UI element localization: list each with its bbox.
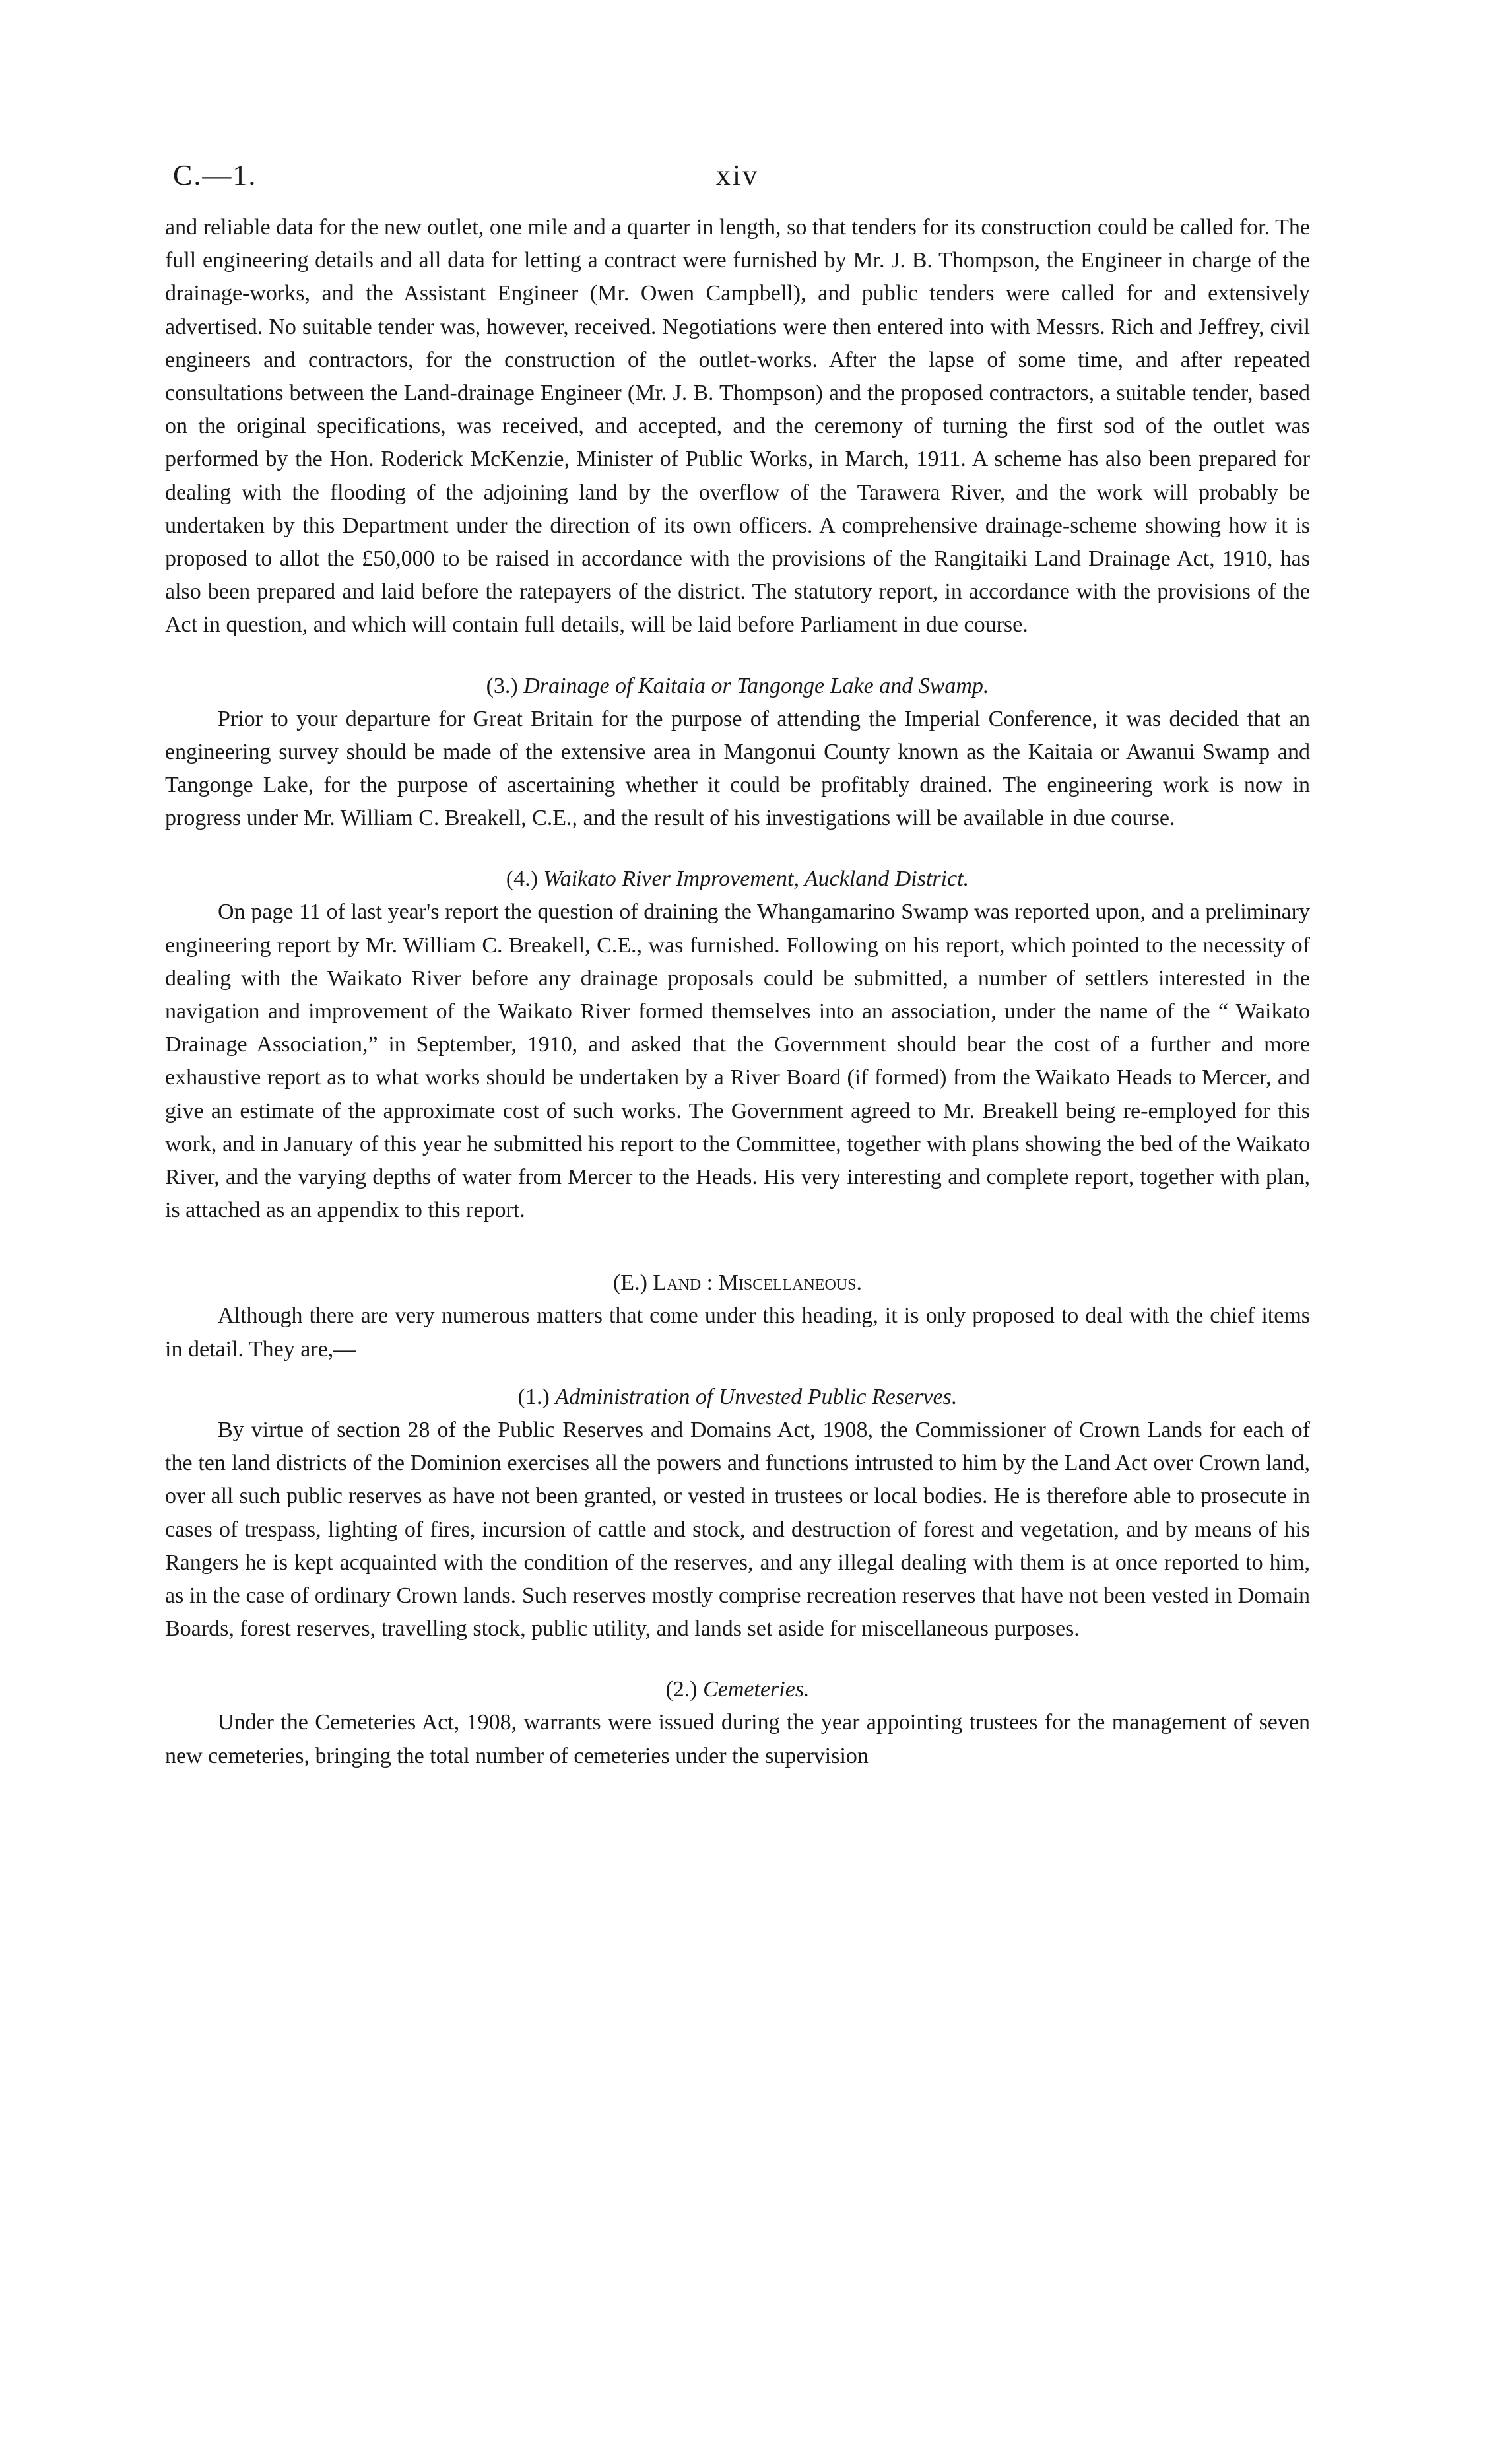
- section-number: (3.): [486, 673, 518, 698]
- section-number: (2.): [665, 1677, 698, 1702]
- section-title: Cemeteries.: [703, 1677, 810, 1702]
- section-number: (4.): [506, 867, 539, 892]
- section-e-paragraph: Although there are very numerous matters that come under this heading, it is only proposed to deal with the chief items in detail. They are,—: [165, 1304, 1310, 1362]
- section-heading-e2: [165, 1673, 1310, 1706]
- section-heading-4: [165, 863, 1310, 896]
- section-3-paragraph: Prior to your departure for Great Britain for the purpose of attending the Imperial Conference, it was decided that an engineering survey should be made of the extensive area in Mangonui County known as the Kaitaia or Awanui Swamp and Tangonge Lake, for the purpose of ascertaining whether it could be profitably drained. The engineering work is now in progress under Mr. William C. Breakell, C.E., and the result of his investigations will be available in due course.: [165, 706, 1310, 831]
- page-number: xiv: [715, 159, 760, 191]
- document-page: [165, 158, 1310, 1773]
- section-number: (1.): [517, 1384, 550, 1409]
- page-header: [165, 158, 1310, 211]
- section-heading-e1: [165, 1381, 1310, 1414]
- document-reference: C.—1.: [173, 159, 257, 191]
- section-number: (E.): [612, 1271, 647, 1296]
- section-heading-3: [165, 670, 1310, 703]
- section-4-paragraph: On page 11 of last year's report the question of draining the Whangamarino Swamp was reported upon, and a preliminary engineering report by Mr. William C. Breakell, C.E., was furnished. Following on his report, which pointed to the necessity of dealing with the Waikato River before any drainage proposals could be submitted, a number of settlers interested in the navigation and improvement of the Waikato River formed themselves into an association, under the name of the “ Waikato Drainage Association,” in September, 1910, and asked that the Government should bear the cost of a further and more exhaustive report as to what works should be undertaken by a River Board (if formed) from the Waikato Heads to Mercer, and give an estimate of the approximate cost of such works. The Government agreed to Mr. Breakell being re-employed for this work, and in January of this year he submitted his report to the Committee, together with plans showing the bed of the Waikato River, and the varying depths of water from Mercer to the Heads. His very interesting and complete report, together with plan, is attached as an appendix to this report.: [165, 900, 1310, 1223]
- section-title: Administration of Unvested Public Reserves.: [555, 1384, 958, 1409]
- section-e2-paragraph: Under the Cemeteries Act, 1908, warrants were issued during the year appointing trustees for the management of seven new cemeteries, bringing the total number of cemeteries under the supervision: [165, 1710, 1310, 1768]
- section-title: Land : Miscellaneous.: [653, 1271, 863, 1296]
- section-title: Drainage of Kaitaia or Tangonge Lake and Swamp.: [523, 673, 989, 698]
- section-title: Waikato River Improvement, Auckland District.: [543, 867, 970, 892]
- section-e1-paragraph: By virtue of section 28 of the Public Reserves and Domains Act, 1908, the Commissioner of Crown Lands for each of the ten land districts of the Dominion exercises all the powers and functions intrusted to him by the Land Act over Crown land, over all such public reserves as have not been granted, or vested in trustees or local bodies. He is therefore able to prosecute in cases of trespass, lighting of fires, incursion of cattle and stock, and destruction of forest and vegetation, and by means of his Rangers he is kept acquainted with the condition of the reserves, and any illegal dealing with them is at once reported to him, as in the case of ordinary Crown lands. Such reserves mostly comprise recreation reserves that have not been vested in Domain Boards, forest reserves, travelling stock, public utility, and lands set aside for miscellaneous purposes.: [165, 1417, 1310, 1641]
- section-heading-e: [165, 1267, 1310, 1300]
- continuation-paragraph: and reliable data for the new outlet, one mile and a quarter in length, so that tenders for its construction could be called for. The full engineering details and all data for letting a contract were furnished by Mr. J. B. Thompson, the Engineer in charge of the drainage-works, and the Assistant Engineer (Mr. Owen Campbell), and public tenders were called for and extensively advertised. No suitable tender was, however, received. Negotiations were then entered into with Messrs. Rich and Jeffrey, civil engineers and contractors, for the construction of the outlet-works. After the lapse of some time, and after repeated consultations between the Land-drainage Engineer (Mr. J. B. Thompson) and the proposed contractors, a suitable tender, based on the original specifications, was received, and accepted, and the ceremony of turning the first sod of the outlet was performed by the Hon. Roderick McKenzie, Minister of Public Works, in March, 1911. A scheme has also been prepared for dealing with the flooding of the adjoining land by the overflow of the Tarawera River, and the work will probably be undertaken by this Department under the direction of its own officers. A comprehensive drainage-scheme showing how it is proposed to allot the £50,000 to be raised in accordance with the provisions of the Rangitaiki Land Drainage Act, 1910, has also been prepared and laid before the ratepayers of the district. The statutory report, in accordance with the provisions of the Act in question, and which will contain full details, will be laid before Parliament in due course.: [165, 215, 1310, 638]
